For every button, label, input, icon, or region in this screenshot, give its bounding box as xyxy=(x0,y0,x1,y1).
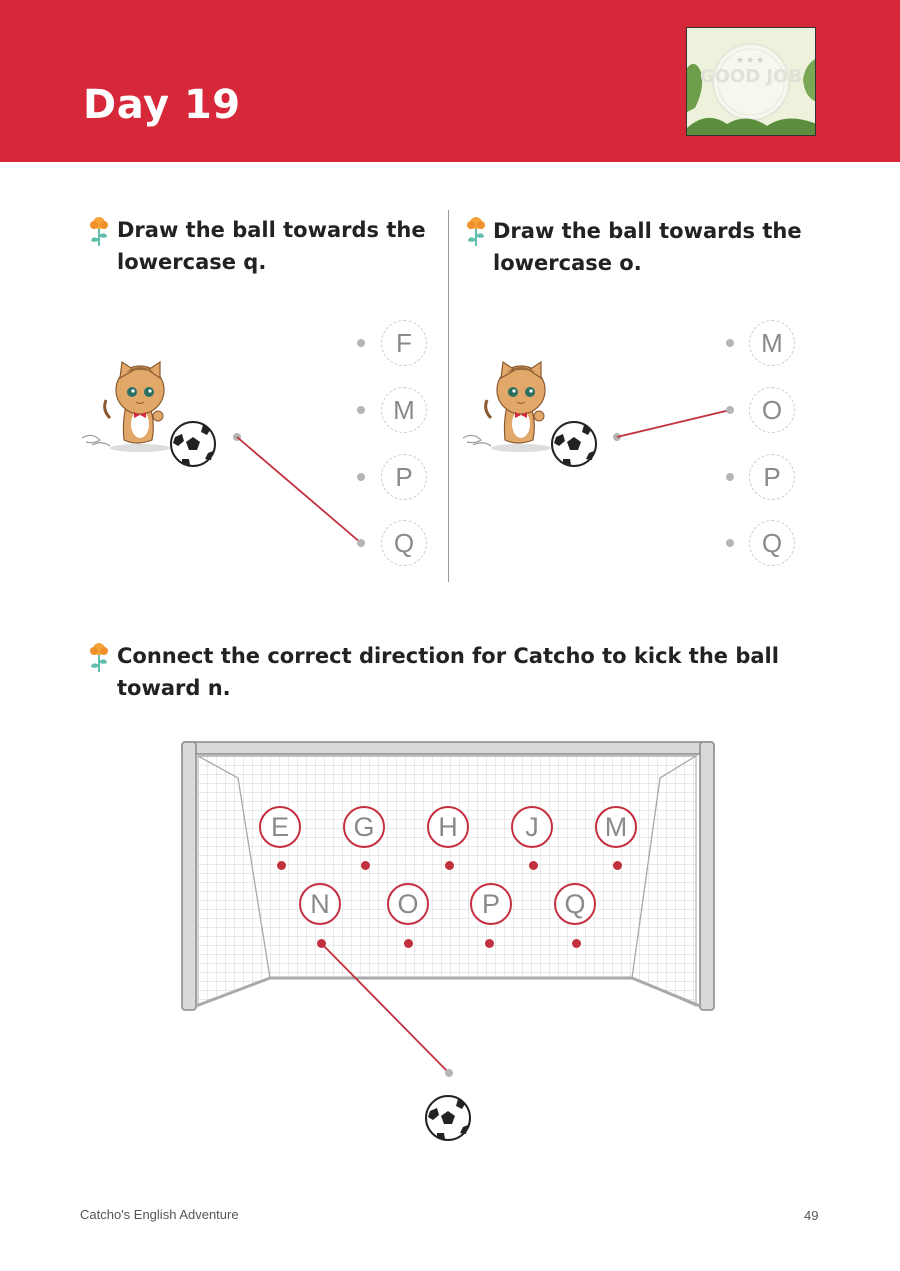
instruction-1-line2: lowercase q. xyxy=(117,250,267,274)
instruction-2-line1: Draw the ball towards the xyxy=(493,219,802,243)
instruction-1-line1: Draw the ball towards the xyxy=(117,218,426,242)
instruction-2 xyxy=(493,215,802,279)
flower-icon xyxy=(88,641,110,673)
badge-text: GOOD JOB xyxy=(699,66,803,87)
instruction-2-line2: lowercase o. xyxy=(493,251,642,275)
soccer-ball-icon xyxy=(425,1093,475,1143)
connect-dot[interactable] xyxy=(404,939,413,948)
connect-dot[interactable] xyxy=(613,861,622,870)
connect-dot[interactable] xyxy=(726,473,734,481)
instruction-3 xyxy=(117,640,779,704)
flower-icon xyxy=(88,215,110,247)
footer-book-title: Catcho's English Adventure xyxy=(80,1207,239,1222)
instruction-3-line1: Connect the correct direction for Catcho to kick the ball xyxy=(117,644,779,668)
connect-dot[interactable] xyxy=(726,339,734,347)
answer-line-o xyxy=(617,410,730,437)
good-job-badge xyxy=(686,27,816,136)
soccer-goal xyxy=(180,738,720,1013)
instruction-3-line2: toward n. xyxy=(117,676,231,700)
goal-letter-P[interactable]: P xyxy=(470,883,512,925)
connect-dot[interactable] xyxy=(485,939,494,948)
instruction-1 xyxy=(117,214,426,278)
connect-dot[interactable] xyxy=(445,861,454,870)
goal-letter-H[interactable]: H xyxy=(427,806,469,848)
goal-letter-N[interactable]: N xyxy=(299,883,341,925)
connect-dot[interactable] xyxy=(361,861,370,870)
header-banner xyxy=(0,0,900,162)
goal-letter-E[interactable]: E xyxy=(259,806,301,848)
connect-dot[interactable] xyxy=(726,406,734,414)
letter-choice-F[interactable]: F xyxy=(381,320,427,366)
letter-choice-O[interactable]: O xyxy=(749,387,795,433)
connect-dot[interactable] xyxy=(317,939,326,948)
letter-choice-P[interactable]: P xyxy=(749,454,795,500)
answer-line-q xyxy=(237,437,361,543)
column-divider xyxy=(448,210,449,582)
letter-choice-M[interactable]: M xyxy=(381,387,427,433)
ball-start-dot xyxy=(445,1069,453,1077)
letter-choice-P[interactable]: P xyxy=(381,454,427,500)
connect-dot[interactable] xyxy=(726,539,734,547)
connect-dot[interactable] xyxy=(357,406,365,414)
page-number: 49 xyxy=(804,1208,819,1223)
connect-dot[interactable] xyxy=(357,339,365,347)
badge-stars: ★★★ xyxy=(735,56,767,66)
ball-start-dot xyxy=(233,433,241,441)
goal-letter-O[interactable]: O xyxy=(387,883,429,925)
ball-start-dot xyxy=(613,433,621,441)
goal-letter-M[interactable]: M xyxy=(595,806,637,848)
soccer-ball-icon xyxy=(170,419,220,469)
connect-dot[interactable] xyxy=(277,861,286,870)
connect-dot[interactable] xyxy=(572,939,581,948)
letter-choice-Q[interactable]: Q xyxy=(749,520,795,566)
connect-dot[interactable] xyxy=(529,861,538,870)
letter-choice-Q[interactable]: Q xyxy=(381,520,427,566)
connect-dot[interactable] xyxy=(357,539,365,547)
flower-icon xyxy=(465,215,487,247)
goal-letter-J[interactable]: J xyxy=(511,806,553,848)
goal-letter-G[interactable]: G xyxy=(343,806,385,848)
page-title: Day 19 xyxy=(83,82,241,128)
goal-letter-Q[interactable]: Q xyxy=(554,883,596,925)
connect-dot[interactable] xyxy=(357,473,365,481)
letter-choice-M[interactable]: M xyxy=(749,320,795,366)
soccer-ball-icon xyxy=(551,419,601,469)
